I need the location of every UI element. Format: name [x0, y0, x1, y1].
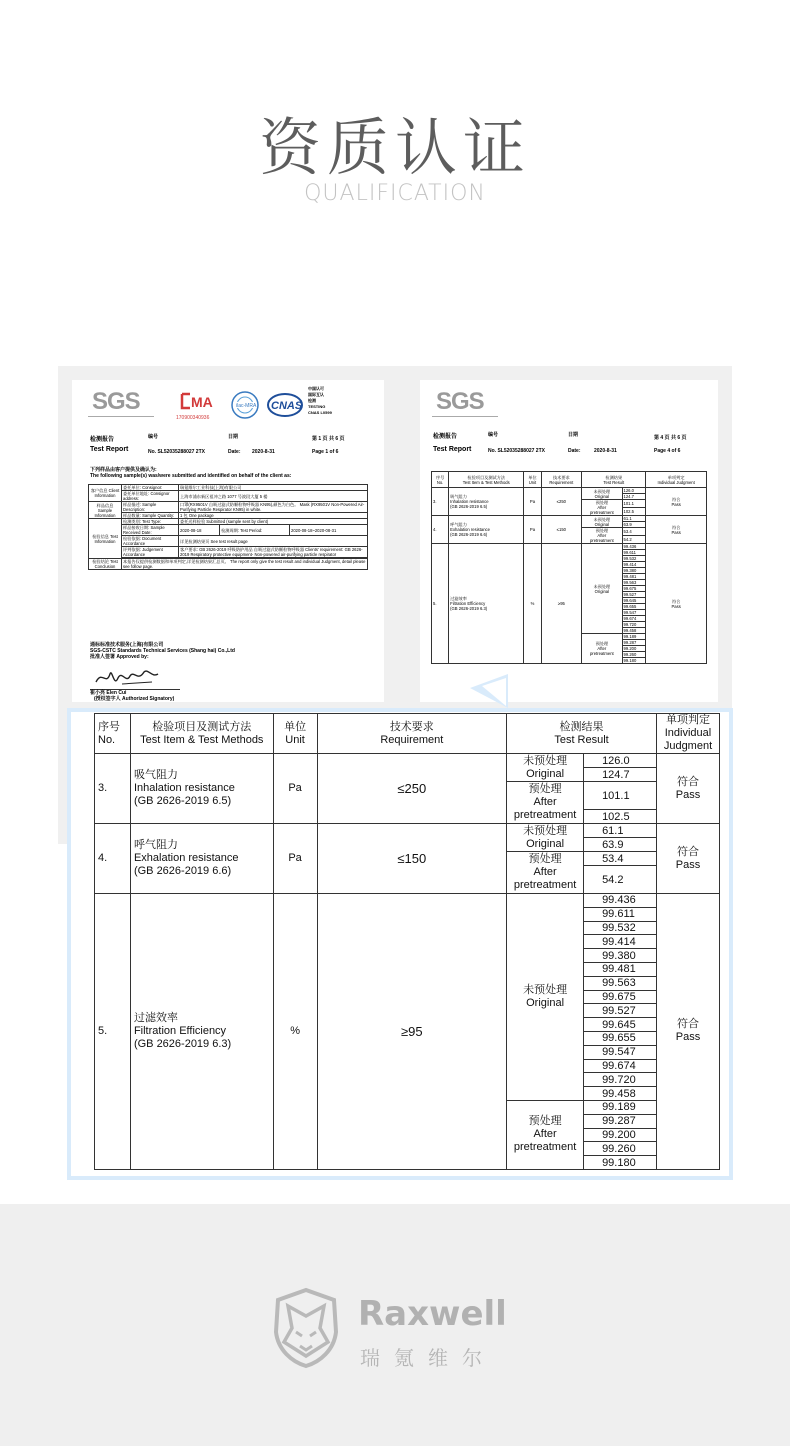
mini-results-table [431, 471, 707, 664]
test-item: 过滤效率 Filtration Efficiency (GB 2626-2019 6.3) [130, 894, 273, 1170]
info-label: 委托单位地址: Consignor address: [122, 491, 179, 502]
date-value: 2020-8-31 [252, 449, 275, 455]
mini-result-value: 124.7 [622, 494, 646, 500]
mini-header-no: 序号 No. [432, 472, 449, 488]
header-requirement: 技术要求 Requirement [317, 714, 507, 754]
result-value: 99.260 [584, 1142, 657, 1156]
info-value: 上海市浦东新区祖冲之路 1077 号波段大厦 5 楼 [179, 491, 368, 502]
mini-header-row [432, 472, 707, 488]
condition-pretreatment: 预处理 After pretreatment [507, 1100, 584, 1169]
date-label: Date: [568, 448, 581, 454]
table-row [95, 754, 720, 768]
table-row [95, 824, 720, 838]
mini-result-value: 99.547 [622, 610, 646, 616]
svg-text:ilac-MRA: ilac-MRA [236, 403, 257, 409]
mini-condition-original: 未预处理 Original [582, 544, 622, 634]
row-number: 4. [95, 824, 131, 894]
cert-line: 检测 [308, 398, 316, 403]
mini-result-value: 61.1 [622, 516, 646, 522]
unit: Pa [273, 824, 317, 894]
info-label: 样品数量: Sample Quantity: [122, 513, 179, 519]
info-row [89, 536, 368, 547]
result-value: 99.675 [584, 990, 657, 1004]
info-group: 客户信息 Client Information [89, 485, 122, 502]
report-no-label: 编号 [148, 434, 159, 440]
result-value: 126.0 [584, 754, 657, 768]
result-value: 99.287 [584, 1114, 657, 1128]
result-value: 99.180 [584, 1156, 657, 1170]
header-unit: 单位 Unit [273, 714, 317, 754]
result-value: 99.200 [584, 1128, 657, 1142]
mini-unit: Pa [524, 516, 541, 544]
info-group: 检验信息 Test Information [89, 519, 122, 559]
report-title-en: Test Report [90, 446, 129, 453]
result-value: 99.645 [584, 1018, 657, 1032]
page-subtitle: QUALIFICATION [304, 181, 486, 206]
info-value: 口罩(RX9501V 自吸过滤式防颗粒物呼吸器 KN95),颜色为白色。 Mask (RX9501V Non-Powered Air-Purifying Particle Respirator KN95) in white. [179, 502, 368, 513]
test-item: 呼气阻力 Exhalation resistance (GB 2626-2019 6.6) [130, 824, 273, 894]
info-group: 检验结论 Test Conclusion [89, 559, 122, 570]
result-value: 99.481 [584, 962, 657, 976]
info-row [89, 525, 368, 536]
mini-result-value: 99.458 [622, 628, 646, 634]
mini-result-value: 126.0 [622, 488, 646, 494]
info-value: 详见检测结果页 See test result page [179, 536, 368, 547]
info-label: 检验依据: Document Accordance [122, 536, 179, 547]
mini-judgment: 符合 Pass [646, 488, 707, 516]
mini-unit: % [524, 544, 541, 664]
page-number: Page 4 of 6 [654, 448, 681, 454]
mini-result-value: 99.563 [622, 580, 646, 586]
cma-code: 170900340936 [176, 415, 210, 421]
result-value: 99.532 [584, 921, 657, 935]
mini-header-requirement: 技术要求 Requirement [541, 472, 582, 488]
result-value: 99.436 [584, 894, 657, 908]
info-group: 样品信息 Sample Information [89, 502, 122, 519]
header-judgment: 单项判定 Individual Judgment [656, 714, 719, 754]
header-item: 检验项目及测试方法 Test Item & Test Methods [130, 714, 273, 754]
info-value: 2020-08-18~2020-08-31 [289, 525, 367, 536]
result-value: 99.527 [584, 1004, 657, 1018]
mini-condition-original: 未预处理 Original [582, 488, 622, 500]
info-label: 检测周期: Test Period: [220, 525, 290, 536]
condition-original: 未预处理 Original [507, 894, 584, 1101]
company-cn: 通标标准技术服务(上海)有限公司 [90, 642, 164, 648]
result-value: 54.2 [584, 866, 657, 894]
requirement: ≤150 [317, 824, 507, 894]
page-number: Page 1 of 6 [312, 449, 339, 455]
approved-label: 批准人签署 Approved by: [90, 654, 149, 660]
info-value: 1 包 One package [179, 513, 368, 519]
company-en: SGS-CSTC Standards Technical Services (Shang hai) Co.,Ltd [90, 648, 235, 654]
brand-name: Raxwell [358, 1294, 507, 1334]
mini-result-value: 99.675 [622, 586, 646, 592]
mini-result-value: 99.611 [622, 550, 646, 556]
table-header-row [95, 714, 720, 754]
report-title-cn: 检测报告 [433, 434, 458, 440]
mini-requirement: ≥95 [541, 544, 582, 664]
result-value: 102.5 [584, 810, 657, 824]
condition-pretreatment: 预处理 After pretreatment [507, 852, 584, 894]
cert-line: CNAS L0599 [308, 410, 332, 415]
result-value: 101.1 [584, 782, 657, 810]
header-result: 检测结果 Test Result [507, 714, 657, 754]
unit: % [273, 894, 317, 1170]
result-value: 99.655 [584, 1031, 657, 1045]
date-label-cn: 日期 [228, 434, 239, 440]
info-label: 样品描述: Sample Description: [122, 502, 179, 513]
date-label: Date: [228, 449, 241, 455]
mini-result-value: 99.527 [622, 592, 646, 598]
cnas-logo [266, 392, 304, 422]
signer-role: (授权签字人 Authorized Signatory) [94, 696, 175, 702]
cert-line: 国际互认 [308, 392, 324, 397]
test-results-table [94, 713, 720, 1170]
signer-name: 崔小亮 Elen Cui [90, 690, 127, 696]
mini-requirement: ≤250 [541, 488, 582, 516]
mini-result-value: 63.9 [622, 522, 646, 528]
mini-result-value: 99.287 [622, 640, 646, 646]
mini-header-judgment: 单项判定 Individual Judgment [646, 472, 707, 488]
intro-en: The following sample(s) was/were submitted and identified on behalf of the client as: [90, 473, 292, 479]
mini-test-item: 吸气阻力 Inhalation resistance (GB 2626-2019 6.5) [449, 488, 524, 516]
row-number: 5. [95, 894, 131, 1170]
mini-row-number: 3. [432, 488, 449, 516]
mini-judgment: 符合 Pass [646, 516, 707, 544]
result-value: 99.674 [584, 1059, 657, 1073]
mini-header-item: 检验项目及测试方法 Test Item & Test Methods [449, 472, 524, 488]
mini-result-value: 99.414 [622, 562, 646, 568]
info-value: 瑞氪维尔工业科技(上海)有限公司 [179, 485, 368, 491]
info-value: 委托送样检验 Submitted (sample sent by client) [179, 519, 368, 525]
mini-result-value: 99.180 [622, 658, 646, 664]
mini-result-value: 99.655 [622, 604, 646, 610]
page-title: 资质认证 [258, 111, 531, 184]
mini-test-item: 呼气阻力 Exhalation resistance (GB 2626-2019 6.6) [449, 516, 524, 544]
mini-requirement: ≤150 [541, 516, 582, 544]
mini-row [432, 544, 707, 550]
mini-condition-pretreatment: 预处理 After pretreatment [582, 500, 622, 516]
sgs-logo: SGS [92, 388, 140, 415]
result-value: 99.380 [584, 949, 657, 963]
mini-result-value: 99.645 [622, 598, 646, 604]
info-row [89, 547, 368, 558]
accreditation-text [308, 386, 332, 416]
mini-result-value: 99.481 [622, 574, 646, 580]
unit: Pa [273, 754, 317, 824]
table-row [95, 894, 720, 908]
result-value: 124.7 [584, 768, 657, 782]
mini-header-result: 检测结果 Test Result [582, 472, 646, 488]
result-value: 99.414 [584, 935, 657, 949]
logo-underline [432, 416, 498, 417]
info-label: 检测类别: Test Type: [122, 519, 179, 525]
info-value: 本报告仅提供检测数据和单项判定,详见检测结果汇总页。 The report only give the test result and individual Judgment, detail please see follow page. [123, 559, 366, 569]
report-no: No. SL52035288027 2TX [488, 448, 545, 454]
header-no: 序号 No. [95, 714, 131, 754]
judgment: 符合 Pass [656, 824, 719, 894]
mini-condition-original: 未预处理 Original [582, 516, 622, 528]
mini-result-value: 54.2 [622, 536, 646, 544]
mini-result-value: 99.674 [622, 616, 646, 622]
info-label: 委托单位: Consignor: [122, 485, 179, 491]
brand-name-cn: 瑞氪维尔 [360, 1346, 496, 1370]
mini-judgment: 符合 Pass [646, 544, 707, 664]
result-value: 99.458 [584, 1087, 657, 1101]
test-item: 吸气阻力 Inhalation resistance (GB 2626-2019 6.5) [130, 754, 273, 824]
lion-logo-icon [270, 1286, 342, 1374]
mini-result-value: 99.532 [622, 556, 646, 562]
mini-condition-pretreatment: 预处理 After pretreatment [582, 528, 622, 544]
intro-cn: 下列样品由客户提供及确认为: [90, 467, 157, 473]
info-value: 2020-08-18 [179, 525, 220, 536]
info-row [89, 559, 368, 570]
report-no-label: 编号 [488, 432, 499, 438]
cert-line: TESTING [308, 404, 326, 409]
page-number-cn: 第 1 页 共 6 页 [312, 436, 345, 442]
row-number: 3. [95, 754, 131, 824]
mini-unit: Pa [524, 488, 541, 516]
sgs-logo: SGS [436, 388, 484, 415]
info-row [89, 502, 368, 513]
mini-result-value: 99.260 [622, 652, 646, 658]
result-value: 99.547 [584, 1045, 657, 1059]
condition-pretreatment: 预处理 After pretreatment [507, 782, 584, 824]
sample-info-table [88, 484, 368, 570]
mini-condition-pretreatment: 预处理 After pretreatment [582, 634, 622, 664]
info-value: 客户要求: GB 2626-2019 呼吸防护用品 自吸过滤式防颗粒物呼吸器 Clients' requirement: GB 2626-2019 Respiratory protective equipment- Non-powered air-purifying particle respirator [179, 547, 368, 558]
result-value: 99.720 [584, 1073, 657, 1087]
mini-row-number: 5. [432, 544, 449, 664]
mini-result-value: 99.436 [622, 544, 646, 550]
mini-result-value: 102.5 [622, 508, 646, 516]
mini-result-value: 99.200 [622, 646, 646, 652]
result-value: 61.1 [584, 824, 657, 838]
logo-underline [88, 416, 154, 417]
info-label: 评判依据: Judgement Accordance [122, 547, 179, 558]
report-no: No. SL52035288027 2TX [148, 449, 205, 455]
mini-result-value: 99.380 [622, 568, 646, 574]
info-label: 样品接收日期: Sample Received Date: [122, 525, 179, 536]
requirement: ≤250 [317, 754, 507, 824]
svg-text:CNAS: CNAS [271, 400, 303, 412]
requirement: ≥95 [317, 894, 507, 1170]
mini-row-number: 4. [432, 516, 449, 544]
mini-result-value: 99.189 [622, 634, 646, 640]
report-title-cn: 检测报告 [90, 437, 115, 443]
mini-row [432, 488, 707, 494]
ilac-logo [230, 390, 264, 424]
mini-result-value: 99.720 [622, 622, 646, 628]
mini-header-unit: 单位 Unit [524, 472, 541, 488]
report-title-en: Test Report [433, 446, 472, 453]
info-row [89, 491, 368, 502]
condition-original: 未预处理 Original [507, 754, 584, 782]
mini-row [432, 516, 707, 522]
cert-line: 中国认可 [308, 386, 324, 391]
mini-result-value: 53.4 [622, 528, 646, 536]
result-value: 63.9 [584, 838, 657, 852]
judgment: 符合 Pass [656, 754, 719, 824]
result-value: 99.563 [584, 976, 657, 990]
mini-test-item: 过滤效率 Filtration Efficiency (GB 2626-2019 6.3) [449, 544, 524, 664]
date-value: 2020-8-31 [594, 448, 617, 454]
judgment: 符合 Pass [656, 894, 719, 1170]
svg-text:MA: MA [191, 394, 213, 410]
result-value: 53.4 [584, 852, 657, 866]
report-page-1 [72, 380, 384, 702]
result-value: 99.611 [584, 907, 657, 921]
report-page-4 [420, 380, 718, 702]
page-number-cn: 第 4 页 共 6 页 [654, 435, 687, 441]
mini-result-value: 101.1 [622, 500, 646, 508]
cma-logo [178, 390, 220, 414]
condition-original: 未预处理 Original [507, 824, 584, 852]
result-value: 99.189 [584, 1100, 657, 1114]
date-label-cn: 日期 [568, 432, 579, 438]
